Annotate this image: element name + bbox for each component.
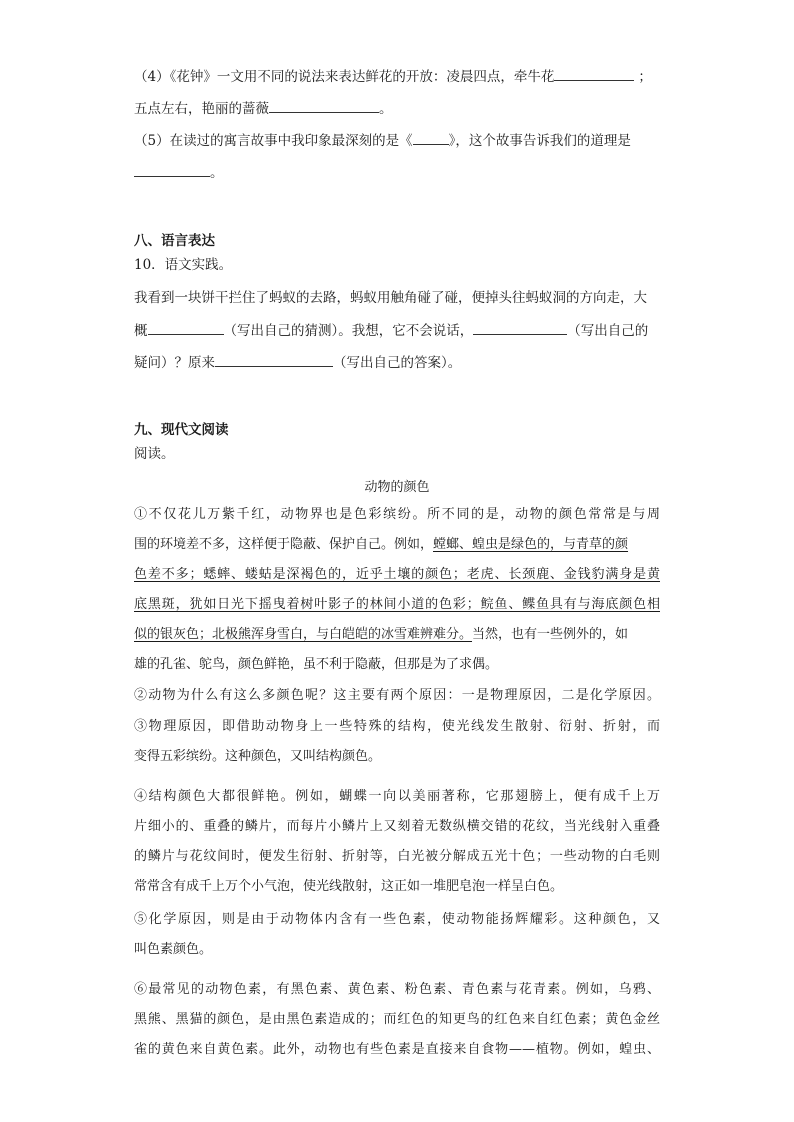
q10-line-2	[134, 320, 648, 341]
q10-text-c: （写出自己的	[567, 323, 649, 339]
q10-text-d: 疑问）？原来	[134, 355, 215, 371]
p3-line-1: ③物理原因，即借助动物身上一些特殊的结构，使光线发生散射、衍射、折射，而	[134, 719, 660, 734]
q5-line-2	[134, 162, 224, 183]
p1-line-3: 色差不多；蟋蟀、蝼蛄是深褐色的，近乎土壤的颜色；老虎、长颈鹿、金钱豹满身是黄	[134, 567, 660, 582]
q10-text-e: （写出自己的答案）。	[333, 355, 462, 371]
p5-line-2: 叫色素颜色。	[134, 942, 213, 957]
q5-text: （5）在读过的寓言故事中我印象最深刻的是《	[134, 133, 413, 149]
q4-period: 。	[379, 101, 393, 117]
p1-line-2	[134, 535, 660, 555]
q10-blank-question[interactable]	[473, 320, 567, 335]
q10-blank-answer[interactable]	[215, 352, 333, 367]
q10-line-3	[134, 352, 461, 373]
q4-text-2: 五点左右，艳丽的蔷薇	[134, 101, 269, 117]
p1-line-4: 底黑斑，犹如日光下摇曳着树叶影子的林间小道的色彩；鲩鱼、鲽鱼具有与海底颜色相	[134, 597, 660, 612]
q4-line-1	[134, 66, 652, 87]
p3-line-2: 变得五彩缤纷。这种颜色，又叫结构颜色。	[134, 749, 382, 764]
section8-heading: 八、语言表达	[134, 233, 215, 249]
p6-line-1: ⑥最常见的动物色素，有黑色素、黄色素、粉色素、青色素与花青素。例如，乌鸦、	[134, 982, 660, 997]
q10-line-1: 我看到一块饼干拦住了蚂蚁的去路，蚂蚁用触角碰了碰，便掉头往蚂蚁洞的方向走，大	[134, 290, 647, 306]
p1-text-2: 当然，也有一些例外的，如	[472, 627, 629, 642]
p4-line-1: ④结构颜色大都很鲜艳。例如，蝴蝶一向以美丽著称，它那翅膀上，便有成千上万	[134, 789, 660, 804]
p4-line-3: 的鳞片与花纹间时，便发生衍射、折射等，白光被分解成五光十色；一些动物的白毛则	[134, 849, 660, 864]
q5-text-2: 》，这个故事告诉我们的道理是	[448, 133, 631, 149]
q5-blank-2[interactable]	[134, 162, 210, 177]
section9-intro: 阅读。	[134, 446, 175, 462]
p1-underlined-2: 似的银灰色；北极熊浑身雪白，与白皑皑的冰雪难辨难分。	[134, 627, 473, 642]
p1-line-6: 雄的孔雀、鸵鸟，颜色鲜艳，虽不利于隐蔽，但那是为了求偶。	[134, 657, 499, 672]
p6-line-2: 黑熊、黑猫的颜色，是由黑色素造成的；而红色的知更鸟的红色来自红色素；黄色金丝	[134, 1012, 660, 1027]
q4-line-2	[134, 98, 393, 119]
q4-semicolon: ；	[638, 69, 652, 85]
q5-period: 。	[210, 165, 224, 181]
p1-line-5	[134, 625, 660, 645]
q10-text-a: 概	[134, 323, 148, 339]
passage-title: 动物的颜色	[364, 480, 430, 495]
q10-text-b: （写出自己的猜测）。我想，它不会说话，	[223, 323, 474, 339]
p4-line-4: 常常含有成千上万个小气泡，使光线散射，这正如一堆肥皂泡一样呈白色。	[134, 879, 564, 894]
p5-line-1: ⑤化学原因，则是由于动物体内含有一些色素，使动物能扬辉耀彩。这种颜色，又	[134, 912, 660, 927]
q4-blank-1[interactable]	[554, 66, 634, 81]
q10-blank-guess[interactable]	[148, 320, 224, 335]
q5-blank-1[interactable]	[413, 130, 449, 145]
p2-line-1: ②动物为什么有这么多颜色呢？这主要有两个原因：一是物理原因，二是化学原因。	[134, 688, 660, 703]
q4-text: （4）《花钟》一文用不同的说法来表达鲜花的开放：凌晨四点，牵牛花	[134, 69, 555, 85]
section9-heading: 九、现代文阅读	[134, 422, 229, 438]
q4-blank-2[interactable]	[269, 98, 379, 113]
p6-line-3: 雀的黄色来自黄色素。此外，动物也有些色素是直接来自食物——植物。例如，蝗虫、	[134, 1042, 660, 1057]
q10-label: 10．语文实践。	[134, 257, 233, 273]
p1-line-1: ①不仅花儿万紫千红，动物界也是色彩缤纷。所不同的是，动物的颜色常常是与周	[134, 507, 660, 522]
p4-line-2: 片细小的、重叠的鳞片，而每片小鳞片上又刻着无数纵横交错的花纹，当光线射入重叠	[134, 819, 660, 834]
q5-line-1	[134, 130, 631, 151]
p1-underlined-1: 螳螂、蝗虫是绿色的，与青草的颜	[433, 537, 629, 552]
p1-text: 围的环境差不多，这样便于隐蔽、保护自己。例如，	[134, 537, 434, 552]
